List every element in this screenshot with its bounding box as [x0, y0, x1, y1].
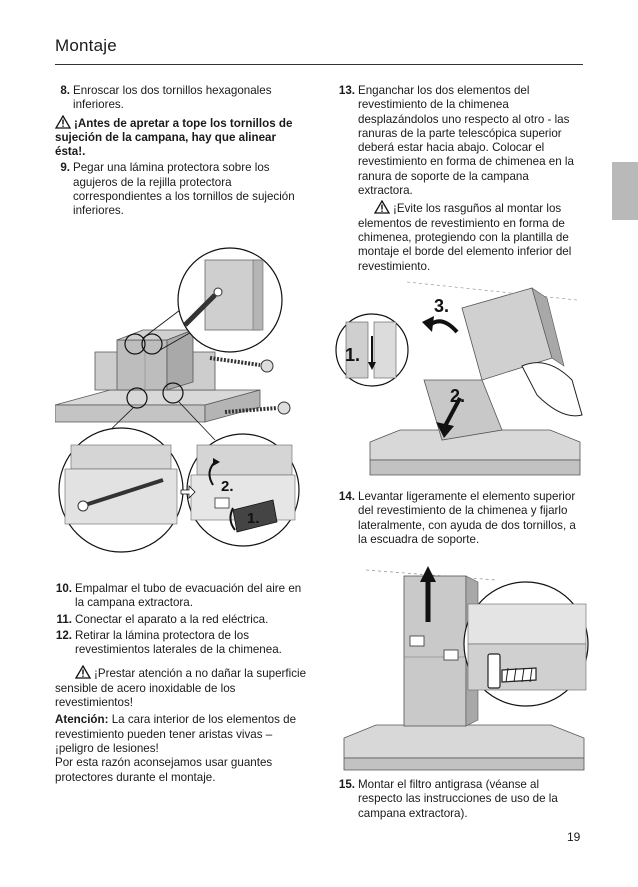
step-text: Levantar ligeramente el elemento superior del revestimiento de la chimenea y fijarlo lateralmente, con ayuda de dos tornillos, a la escuadra de soporte. — [358, 490, 576, 546]
step-10 — [55, 582, 307, 611]
warning-icon — [374, 200, 390, 214]
attention-text: La cara interior de los elementos de revestimiento pueden tener aristas vivas – ¡peligro de lesiones! — [55, 713, 297, 755]
step-8 — [55, 84, 307, 113]
warning-surface — [55, 665, 307, 710]
warning-icon — [55, 115, 71, 129]
step-11 — [55, 613, 307, 627]
step-number: 10. — [55, 582, 72, 595]
step-text: Enganchar los dos elementos del revestimiento de la chimenea desplazándolos uno respecto al otro - las ranuras de la parte telescópica superior deberá estar hacia abajo. Colocar el revestimiento en forma de chimenea en la ranura de soporte de la campana extractora. — [358, 84, 574, 198]
step-number: 11. — [56, 612, 72, 626]
warning-text: ¡Prestar atención a no dañar la superficie sensible de acero inoxidable de los revestimientos! — [55, 667, 307, 710]
left-column-top — [55, 84, 307, 219]
page-title: Montaje — [55, 36, 117, 55]
step-13 — [338, 84, 586, 198]
step-15 — [338, 778, 586, 821]
figure-step-label: 1. — [247, 510, 260, 527]
figure-step-label: 1. — [345, 345, 361, 365]
step-12 — [55, 629, 307, 658]
step-number: 9. — [60, 161, 70, 175]
step-text: Retirar la lámina protectora de los revestimientos laterales de la chimenea. — [75, 628, 282, 657]
step-9 — [55, 161, 307, 218]
warning-icon — [75, 665, 91, 679]
right-column-bottom — [338, 778, 586, 821]
attention-text-2: Por esta razón aconsejamos usar guantes protectores durante el montaje. — [55, 756, 273, 784]
attention-label: Atención: — [55, 713, 109, 727]
chimney-assembly-figure — [332, 270, 588, 480]
chimney-fixing-figure — [336, 562, 590, 772]
step-number: 13. — [338, 84, 355, 97]
warning-align — [55, 115, 307, 160]
screw-icon — [210, 358, 273, 372]
hood-screws-figure — [55, 240, 315, 570]
page-number: 19 — [567, 830, 581, 844]
step-text: Empalmar el tubo de evacuación del aire en la campana extractora. — [75, 582, 302, 610]
step-14 — [338, 490, 586, 547]
header-rule — [55, 64, 583, 65]
right-column-top — [338, 84, 586, 276]
step-number: 8. — [60, 84, 70, 97]
figure-step-label: 3. — [434, 296, 450, 316]
warning-scratches — [338, 200, 586, 273]
step-number: 14. — [338, 490, 355, 503]
step-text: Montar el filtro antigrasa (véanse al respecto las instrucciones de uso de la campana extractora). — [358, 778, 558, 820]
figure-step-label: 2. — [450, 386, 466, 406]
attention-note — [55, 713, 307, 756]
step-number: 12. — [55, 628, 72, 642]
warning-text: ¡Antes de apretar a tope los tornillos de sujeción de la campana, hay que alinear ésta!. — [55, 116, 293, 159]
step-text: Pegar una lámina protectora sobre los agujeros de la rejilla protectora correspondientes a los tornillos de sujeción inferiores. — [73, 161, 295, 218]
attention-note-2 — [55, 756, 307, 785]
step-text: Conectar el aparato a la red eléctrica. — [75, 612, 269, 626]
section-tab — [612, 162, 638, 220]
left-column-bottom — [55, 582, 307, 785]
step-number: 15. — [338, 778, 355, 791]
step-text: Enroscar los dos tornillos hexagonales inferiores. — [73, 84, 272, 112]
figure-step-label: 2. — [221, 478, 234, 495]
right-column-middle — [338, 490, 586, 547]
warning-text: ¡Evite los rasguños al montar los elementos de revestimiento en forma de chimenea, protegiendo con la plantilla de montaje el borde del elemento inferior del revestimiento. — [358, 202, 572, 273]
